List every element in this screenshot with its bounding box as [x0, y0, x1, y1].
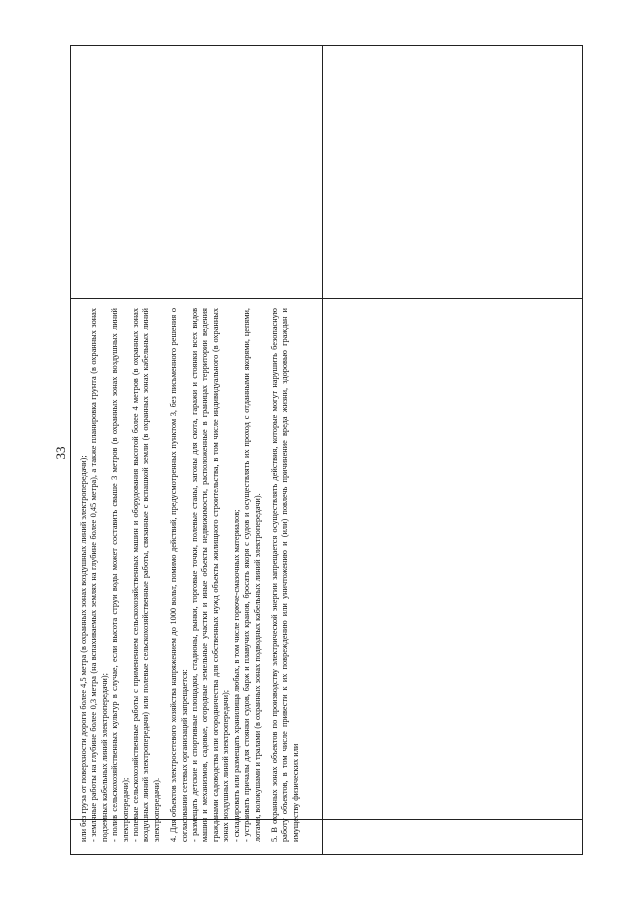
table-border-top: [70, 45, 583, 46]
text-line: - полевые сельскохозяйственные работы с применением сельскохозяйственных машин и оборудования высотой более 4 метров (в охранных зонах воздушных линий электропередачи) или полевые сельскохозяйственные работы, связанные с вспашкой земли (в охранных зонах кабельных линий электропередачи).: [131, 308, 161, 842]
paragraph-gap: [162, 308, 169, 842]
text-line: - размещать детские и спортивные площадки, стадионы, рынки, торговые точки, полевые станы, загоны для скота, гаражи и стоянки всех видов машин и механизмов, садовые, огородные земельные участки и иные объекты недвижимости, расположенные в границах территории ведения гражданами садоводства или огородничества для собственных нужд объекты жилищного строительства, в том числе индивидуального (в охранных зонах воздушных линий электропередачи);: [190, 308, 231, 842]
text-line: - устраивать причалы для стоянки судов, барж и плавучих кранов, бросать якоря с судов и осуществлять их проход с отданными якорями, цепями, лотами, волокушами и тралами (в охранных зонах подводных кабельных линий электропередачи).: [242, 308, 262, 842]
text-column: [77, 302, 324, 848]
paragraph-gap: [263, 308, 270, 842]
text-line: 4. Для объектов электросетевого хозяйства напряжением до 1000 вольт, помимо действий, предусмотренных пунктом 3, без письменного решения о согласовании сетевых организаций запрещается:: [169, 308, 189, 842]
text-line: - полив сельскохозяйственных культур в случае, если высота струи воды может составить свыше 3 метров (в охранных зонах воздушных линий электропередачи);: [110, 308, 130, 842]
table-border-bottom: [70, 854, 583, 855]
table-border-right: [582, 45, 583, 855]
page-number: 33: [53, 446, 68, 460]
table-border-left: [70, 45, 71, 855]
text-column-content: [77, 302, 324, 848]
text-line: - складировать или размещать хранилища любых, в том числе горюче-смазочных материалов;: [231, 509, 241, 842]
text-line: или без груза от поверхности дороги более 4,5 метра (в охранных зонах воздушных линий электропередачи);: [79, 455, 88, 842]
text-line: - земляные работы на глубине более 0,3 метра (на вспахиваемых землях на глубине более 0,45 метра), а также планировка грунта (в охранных зонах подземных кабельных линий электропередачи);: [89, 308, 109, 842]
table-divider-1: [70, 298, 583, 299]
text-line: 5. В охранных зонах объектов по производству электрической энергии запрещается осуществлять действия, которые могут нарушить безопасную работу объектов, в том числе привести к их повреждению или уничтожению и (или) повлечь причинение вреда жизни, здоровью граждан и имуществу физических или: [269, 308, 300, 842]
